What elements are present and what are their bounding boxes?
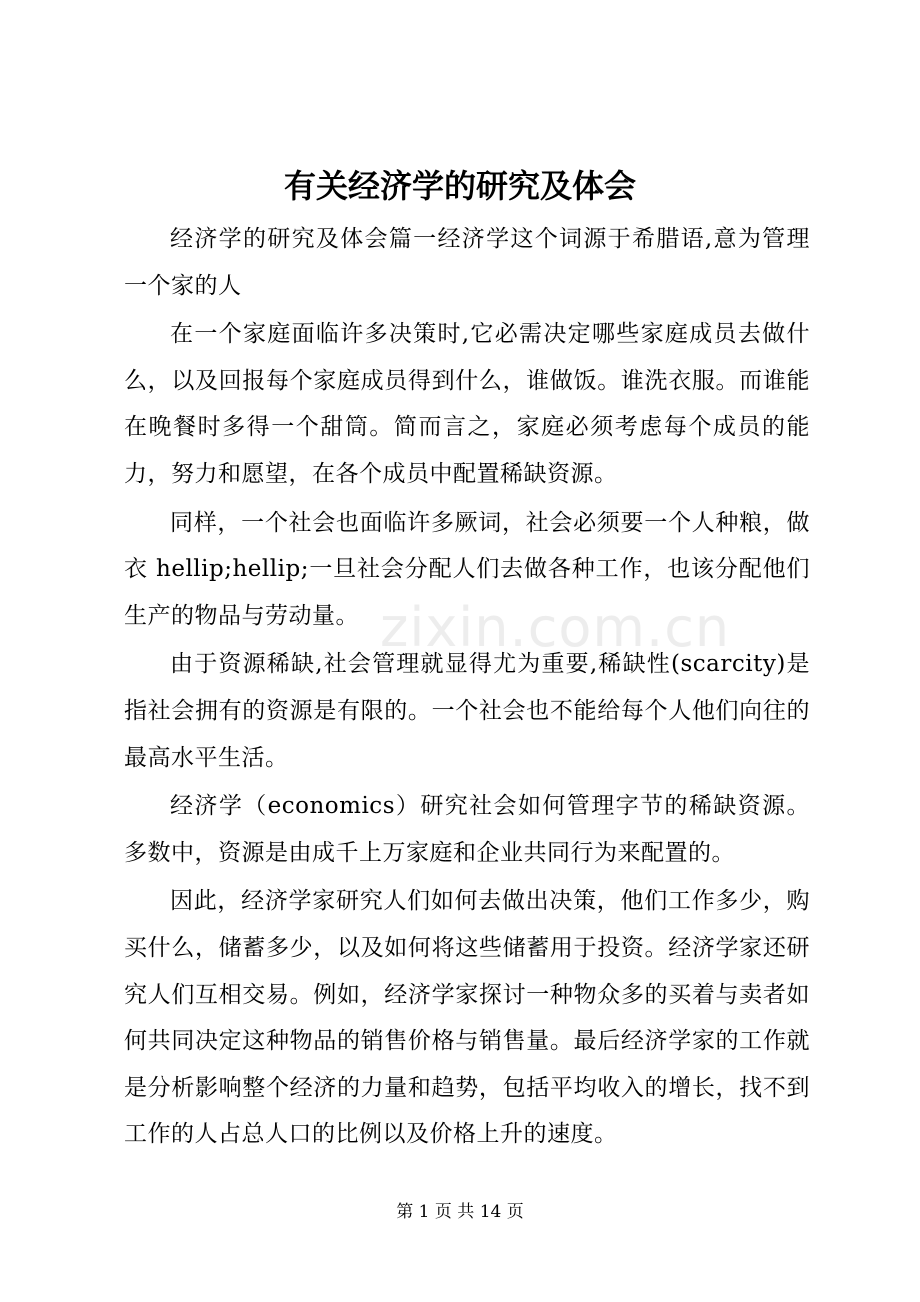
watermark: zixin.com.cn [380, 596, 731, 659]
paragraph-1: 经济学的研究及体会篇一经济学这个词源于希腊语,意为管理一个家的人 [124, 226, 810, 299]
paragraph-2: 在一个家庭面临许多决策时,它必需决定哪些家庭成员去做什么，以及回报每个家庭成员得到什么，谁做饭。谁洗衣服。而谁能在晚餐时多得一个甜筒。简而言之，家庭必须考虑每个成员的能力，努力和愿望，在各个成员中配置稀缺资源。 [124, 321, 810, 487]
paragraph-5: 经济学（economics）研究社会如何管理字节的稀缺资源。多数中，资源是由成千上万家庭和企业共同行为来配置的。 [124, 793, 810, 866]
paragraph-4: 由于资源稀缺,社会管理就显得尤为重要,稀缺性(scarcity)是指社会拥有的资源是有限的。一个社会也不能给每个人他们向往的最高水平生活。 [124, 651, 810, 771]
page-footer: 第 1 页 共 14 页 [396, 1202, 524, 1222]
document-title: 有关经济学的研究及体会 [283, 167, 636, 205]
paragraph-3: 同样，一个社会也面临许多厥词，社会必须要一个人种粮，做衣 hellip;hellip;一旦社会分配人们去做各种工作，也该分配他们生产的物品与劳动量。 [124, 509, 810, 629]
document-body [124, 216, 810, 1160]
paragraph-6: 因此，经济学家研究人们如何去做出决策，他们工作多少，购买什么，储蓄多少，以及如何将这些储蓄用于投资。经济学家还研究人们互相交易。例如，经济学家探讨一种物众多的买着与卖者如何共同决定这种物品的销售价格与销售量。最后经济学家的工作就是分析影响整个经济的力量和趋势，包括平均收入的增长，找不到工作的人占总人口的比例以及价格上升的速度。 [124, 888, 810, 1148]
